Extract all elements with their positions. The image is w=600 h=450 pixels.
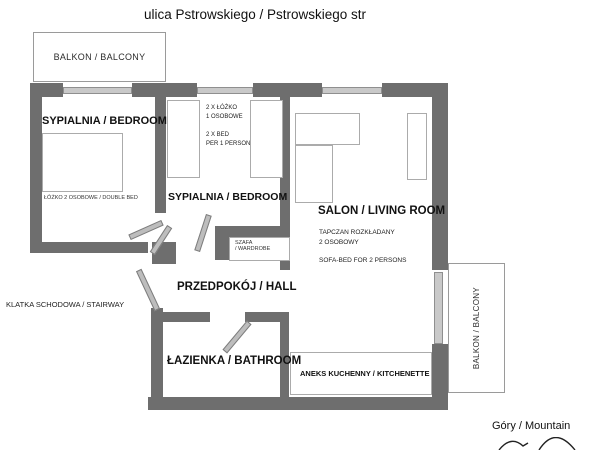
wall-bathroom-top-1 [163,312,210,322]
bedroom1-bed-note: ŁÓŻKO 2 OSOBOWE / DOUBLE BED [44,195,138,201]
window-bedroom1 [63,87,132,94]
balcony-top [33,32,166,82]
wall-top-2 [132,83,197,97]
wardrobe-box [229,237,290,261]
living-cabinet [407,113,427,180]
window-living [322,87,382,94]
wall-bedroom1-bottom [30,242,148,253]
mountain-icon [495,437,587,450]
wardrobe-label-line1: SZAFA [235,240,253,246]
living-note-line3: SOFA-BED FOR 2 PERSONS [319,257,407,265]
balcony-top-label: BALKON / BALCONY [53,52,146,62]
wall-right-upper [432,83,448,270]
beds-note-line3: 2 X BED [206,131,230,138]
kitchenette-label: ANEKS KUCHENNY / KITCHENETTE [300,369,430,378]
wall-right-lower [432,344,448,405]
balcony-door [434,272,443,344]
balcony-right-label: BALKON / BALCONY [472,286,481,370]
balcony-right [448,263,505,393]
wall-top-3 [253,83,322,97]
door-entrance [136,269,160,311]
living-note-line1: TAPCZAN ROZKŁADANY [319,229,395,236]
mountain-direction-label: Góry / Mountain [492,420,571,432]
beds-note-line2: 1 OSOBOWE [206,114,243,121]
stairway-label: KLATKA SCHODOWA / STAIRWAY [6,300,125,309]
beds-note-line1: 2 X ŁÓŻKO [206,105,238,111]
window-bedroom2 [197,87,253,94]
door-bedroom2 [194,214,211,252]
hall-label: PRZEDPOKÓJ / HALL [177,281,297,293]
single-bed-left [167,100,200,178]
wall-left-outer [30,83,42,252]
door-bathroom [222,321,251,354]
kitchenette-box [290,352,432,395]
living-note-line2: 2 OSOBOWY [319,239,359,247]
living-label: SALON / LIVING ROOM [318,205,446,217]
double-bed [42,133,123,192]
wall-wardrobe-top [215,226,290,237]
wardrobe-label-line2: / WARDROBE [235,246,271,252]
bedroom2-label: SYPIALNIA / BEDROOM [168,191,288,203]
wall-wardrobe-side [215,237,229,260]
wall-bathroom-left [151,308,163,400]
street-title: ulica Pstrowskiego / Pstrowskiego str [143,7,367,22]
bathroom-label: ŁAZIENKA / BATHROOM [167,355,302,367]
wall-bottom [148,397,448,410]
bedroom1-label: SYPIALNIA / BEDROOM [42,115,167,127]
beds-note-line4: PER 1 PERSON [206,140,251,147]
single-bed-right [250,100,283,178]
living-note [319,228,406,266]
bedroom2-beds-note [206,104,250,149]
sofa-side [295,145,333,203]
sofa-top [295,113,360,145]
